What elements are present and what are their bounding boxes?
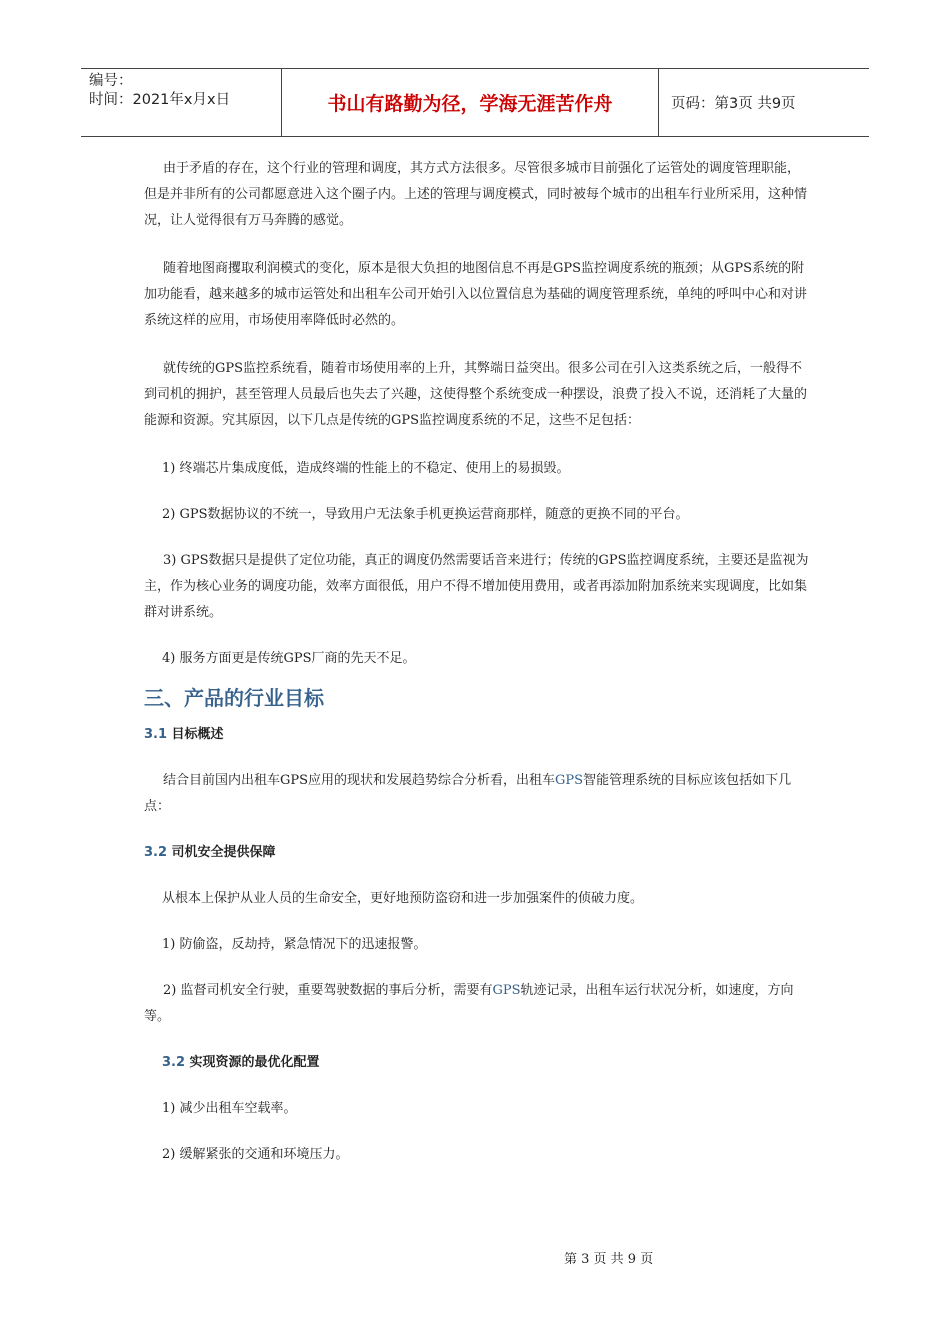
list-item: 1) 减少出租车空载率。 xyxy=(162,1101,297,1116)
subsection-number: 3.1 xyxy=(144,727,168,742)
header-meta xyxy=(81,69,282,136)
subsection-title: 司机安全提供保障 xyxy=(167,845,276,860)
paragraph: 从根本上保护从业人员的生命安全，更好地预防盗窃和进一步加强案件的侦破力度。 xyxy=(162,891,644,906)
list-item: 3) GPS数据只是提供了定位功能，真正的调度仍然需要话音来进行；传统的GPS监控调度系统，主要还是监视为主，作为核心业务的调度功能，效率方面很低，用户不得不增加使用费用，或者再添加附加系统来实现调度，比如集群对讲系统。 xyxy=(144,553,809,620)
list-item: 4) 服务方面更是传统GPS厂商的先天不足。 xyxy=(162,651,416,666)
header-slogan: 书山有路勤为径，学海无涯苦作舟 xyxy=(282,69,659,136)
paragraph: 由于矛盾的存在，这个行业的管理和调度，其方式方法很多。尽管很多城市目前强化了运管处的调度管理职能，但是并非所有的公司都愿意进入这个圈子内。上述的管理与调度模式，同时被每个城市的出租车行业所采用，这种情况，让人觉得很有万马奔腾的感觉。 xyxy=(144,161,808,228)
header-page-number: 页码：第3页 共9页 xyxy=(671,96,796,112)
subsection-heading xyxy=(144,1050,809,1076)
list-item: 2) 缓解紧张的交通和环境压力。 xyxy=(162,1147,349,1162)
paragraph xyxy=(144,768,809,820)
document-number: 编号： xyxy=(89,73,133,89)
document-date: 时间：2021年x月x日 xyxy=(89,92,231,108)
page-footer: 第 3 页 共 9 页 xyxy=(564,1252,654,1267)
subsection-number: 3.2 xyxy=(144,845,168,860)
paragraph: 随着地图商攫取利润模式的变化，原本是很大负担的地图信息不再是GPS监控调度系统的瓶颈；从GPS系统的附加功能看，越来越多的城市运管处和出租车公司开始引入以位置信息为基础的调度管理系统，单纯的呼叫中心和对讲系统这样的应用，市场使用率降低时必然的。 xyxy=(144,261,808,328)
gps-term: GPS xyxy=(555,773,584,788)
list-item: 2) GPS数据协议的不统一，导致用户无法象手机更换运营商那样，随意的更换不同的平台。 xyxy=(162,507,689,522)
subsection-title: 目标概述 xyxy=(167,727,224,742)
paragraph: 就传统的GPS监控系统看，随着市场使用率的上升，其弊端日益突出。很多公司在引入这类系统之后，一般得不到司机的拥护，甚至管理人员最后也失去了兴趣，这使得整个系统变成一种摆设，浪费了投入不说，还消耗了大量的能源和资源。究其原因，以下几点是传统的GPS监控调度系统的不足，这些不足包括： xyxy=(144,361,808,428)
text-span: 2) 监督司机安全行驶，重要驾驶数据的事后分析，需要有 xyxy=(163,983,493,998)
subsection-number: 3.2 xyxy=(162,1055,186,1070)
list-item xyxy=(144,978,809,1030)
document-body xyxy=(144,156,809,1168)
gps-term: GPS xyxy=(492,983,521,998)
section-heading: 三、产品的行业目标 xyxy=(144,686,324,710)
list-item: 1) 防偷盗，反劫持，紧急情况下的迅速报警。 xyxy=(162,937,427,952)
subsection-heading xyxy=(144,840,809,866)
subsection-title: 实现资源的最优化配置 xyxy=(185,1055,320,1070)
list-item: 1) 终端芯片集成度低，造成终端的性能上的不稳定、使用上的易损毁。 xyxy=(162,461,570,476)
subsection-heading xyxy=(144,722,809,748)
page-header xyxy=(81,68,869,137)
text-span: 结合目前国内出租车GPS应用的现状和发展趋势综合分析看，出租车 xyxy=(163,773,556,788)
text-span: 智能管理系统的目标应该包括如下几点： xyxy=(144,773,792,814)
text-span: 轨迹记录，出租车运行状况分析，如速度，方向等。 xyxy=(144,983,794,1024)
